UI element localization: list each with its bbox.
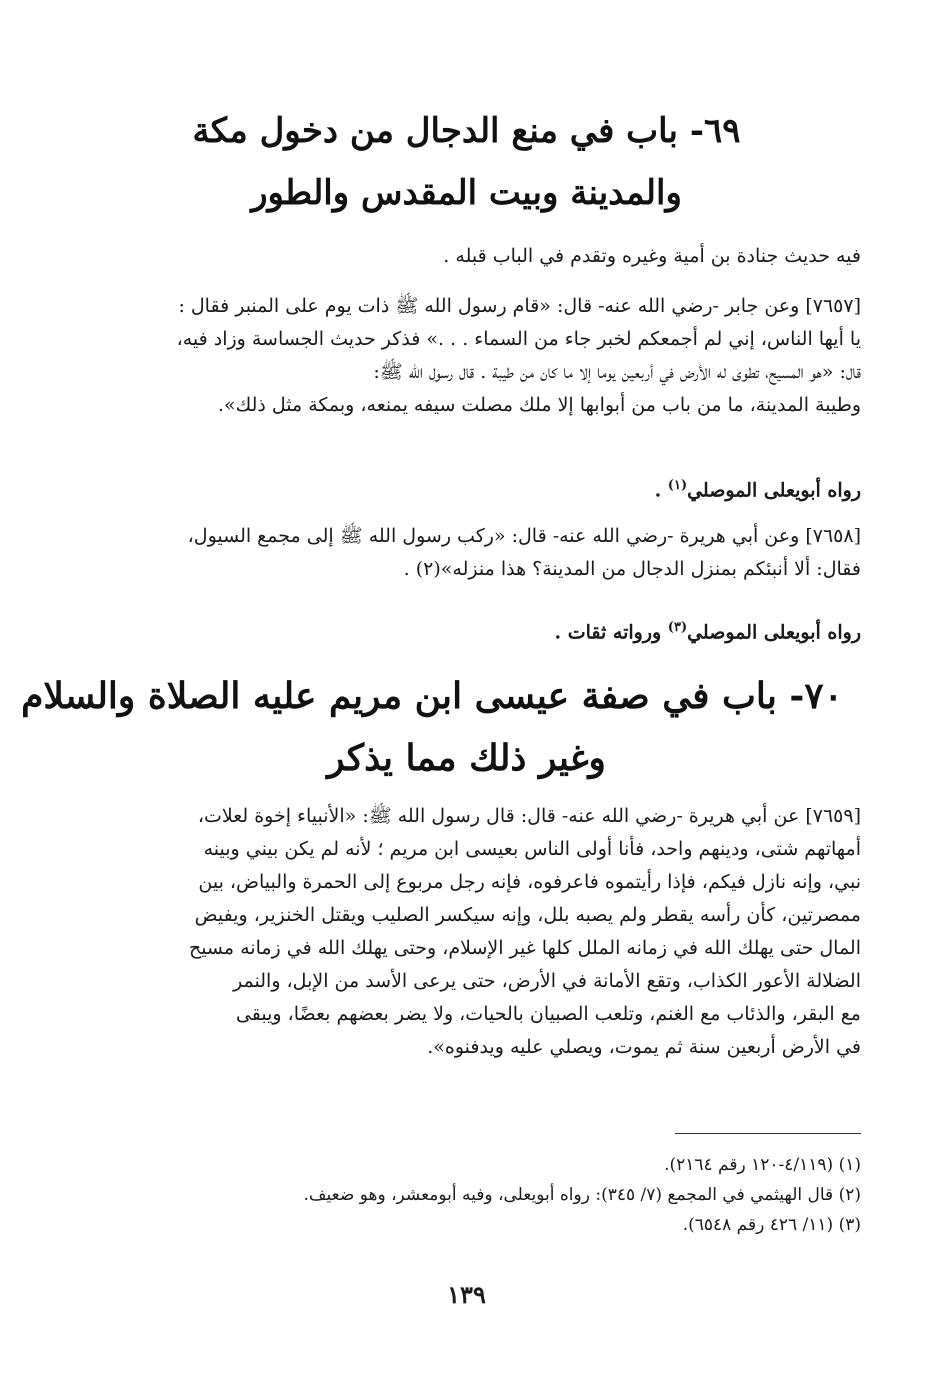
hadith-7658-attribution: [554, 612, 861, 648]
hadith-7657: [72, 290, 861, 422]
footnote-1: (١) (٤/١١٩-١٢٠ رقم ٢١٦٤).: [664, 1155, 861, 1175]
chapter-69-title-line1: ٦٩- باب في منع الدجال من دخول مكة: [192, 111, 741, 151]
chapter-69-heading: [90, 100, 843, 224]
hadith-7659-line: [٧٦٥٩] عن أبي هريرة -رضي الله عنه- قال: قال رسول الله ﷺ: «الأنبياء إخوة لعلات،: [197, 805, 861, 827]
chapter-70-title-line1: ٧٠- باب في صفة عيسى ابن مريم عليه الصلاة والسلام: [21, 675, 843, 717]
hadith-7657-line: [٧٦٥٧] وعن جابر -رضي الله عنه- قال: «قام رسول الله ﷺ ذات يوم على المنبر فقال :: [178, 295, 861, 317]
hadith-7659-line: في الأرض أربعين سنة ثم يموت، ويصلي عليه ويدفنوه».: [427, 1036, 861, 1058]
hadith-7658-line: [٧٦٥٨] وعن أبي هريرة -رضي الله عنه- قال: «ركب رسول الله ﷺ إلى مجمع السيول،: [187, 525, 861, 547]
hadith-7659: [72, 800, 861, 1064]
intro-text: فيه حديث جنادة بن أمية وغيره وتقدم في الباب قبله .: [443, 245, 861, 267]
hadith-7658: [72, 520, 861, 586]
attribution-text: رواه أبويعلى الموصلي: [687, 479, 861, 502]
hadith-7657-line: قال: «هو المسيح، تطوى له الأرض في أربعين يوما إلا ما كان من طيبة . قال رسول الله ﷺ:: [373, 361, 861, 383]
page-number: ١٣٩: [447, 1280, 486, 1309]
hadith-7659-line: أمهاتهم شتى، ودينهم واحد، فأنا أولى الناس بعيسى ابن مريم ؛ لأنه لم يكن بيني وبينه: [203, 838, 861, 860]
intro-paragraph: [72, 240, 861, 273]
hadith-7659-line: نبي، وإنه نازل فيكم، فإذا رأيتموه فاعرفوه، فإنه رجل مربوع إلى الحمرة والبياض، بين: [198, 871, 861, 893]
hadith-7657-line: وطيبة المدينة، ما من باب من أبوابها إلا ملك مصلت سيفه يمنعه، وبمكة مثل ذلك».: [217, 394, 861, 416]
hadith-7659-line: مع البقر، والذئاب مع الغنم، وتلعب الصبيان بالحيات، ولا يضر بعضهم بعضًا، ويبقى: [235, 1003, 861, 1025]
footnote-2: (٢) قال الهيثمي في المجمع (٧/ ٣٤٥): رواه أبويعلى، وفيه أبومعشر، وهو ضعيف.: [303, 1185, 861, 1205]
footnotes: [72, 1150, 861, 1240]
hadith-7659-line: ممصرتين، كأن رأسه يقطر ولم يصبه بلل، وإنه سيكسر الصليب ويقتل الخنزير، ويفيض: [194, 904, 861, 926]
chapter-70-title-line2: وغير ذلك مما يذكر: [327, 737, 606, 779]
footnote-divider: [675, 1133, 861, 1134]
hadith-7657-line: يا أيها الناس، إني لم أجمعكم لخبر جاء من السماء . . .» فذكر حديث الجساسة وزاد فيه،: [176, 328, 861, 350]
hadith-7659-line: الضلالة الأعور الكذاب، وتقع الأمانة في الأرض، حتى يرعى الأسد من الإبل، والنمر: [233, 970, 861, 992]
chapter-70-heading: [21, 665, 843, 789]
footnote-3: (٣) (١١/ ٤٢٦ رقم ٦٥٤٨).: [682, 1215, 861, 1235]
chapter-69-title-line2: والمدينة وبيت المقدس والطور: [251, 173, 682, 213]
hadith-7657-attribution: [655, 470, 861, 506]
attribution-suffix: .: [654, 479, 668, 502]
footnote-ref: (٣): [667, 620, 688, 635]
hadith-7658-line: فقال: ألا أنبئكم بمنزل الدجال من المدينة؟ هذا منزله»(٢) .: [403, 558, 861, 580]
footnote-ref: (١): [667, 478, 688, 493]
hadith-7659-line: المال حتى يهلك الله في زمانه الملل كلها غير الإسلام، وحتى يهلك الله في زمانه مسيح: [188, 937, 861, 959]
attribution-suffix: ورواته ثقات .: [554, 621, 668, 644]
attribution-text: رواه أبويعلى الموصلي: [687, 621, 861, 644]
